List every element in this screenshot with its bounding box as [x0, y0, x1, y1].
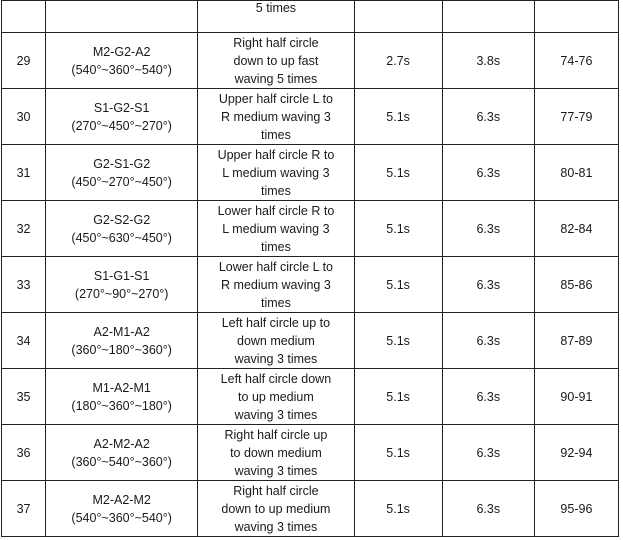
motion-angles: (360°~540°~360°): [71, 454, 172, 469]
description-line: waving 3 times: [234, 519, 318, 534]
description-line: waving 3 times: [234, 351, 318, 366]
cell-description: [198, 33, 354, 89]
time-2-value: 6.3s: [476, 165, 501, 180]
cell-time-1: [354, 481, 442, 537]
cell-description: [198, 313, 354, 369]
cell-time-2: [442, 481, 534, 537]
table-row: [2, 145, 619, 201]
frames-value: 77-79: [560, 109, 593, 124]
time-2-value: 6.3s: [476, 277, 501, 292]
cell-frames: [534, 201, 618, 257]
cell-time-2: [442, 201, 534, 257]
motion-angles: (450°~630°~450°): [71, 230, 172, 245]
cell-description: [198, 425, 354, 481]
description-line: waving 5 times: [234, 71, 318, 86]
row-number: 29: [16, 53, 31, 68]
time-1-value: 5.1s: [386, 501, 410, 516]
motion-name: M2-G2-A2: [92, 44, 151, 59]
table-row: [2, 369, 619, 425]
cell-time-1: [354, 1, 442, 33]
frames-value: 95-96: [560, 501, 593, 516]
motion-angles: (450°~270°~450°): [71, 174, 172, 189]
description-line: to down medium: [230, 445, 322, 460]
cell-frames: [534, 425, 618, 481]
table-row: [2, 425, 619, 481]
motion-angles: (180°~360°~180°): [71, 398, 172, 413]
row-number: 31: [16, 165, 31, 180]
motion-angles: (270°~450°~270°): [71, 118, 172, 133]
description-line: down to up fast: [233, 53, 319, 68]
time-1-value: 2.7s: [386, 53, 410, 68]
cell-time-2: [442, 313, 534, 369]
cell-name: [46, 145, 198, 201]
cell-frames: [534, 257, 618, 313]
cell-name: [46, 201, 198, 257]
cell-no: [2, 201, 46, 257]
description-line: Upper half circle R to: [217, 147, 335, 162]
row-number: 35: [16, 389, 31, 404]
motion-name: G2-S1-G2: [93, 156, 151, 171]
cell-name: [46, 89, 198, 145]
table-row: [2, 33, 619, 89]
cell-no: [2, 481, 46, 537]
time-2-value: 6.3s: [476, 333, 501, 348]
cell-no: [2, 89, 46, 145]
cell-description: [198, 369, 354, 425]
cell-time-2: [442, 89, 534, 145]
cell-frames: [534, 1, 618, 33]
cell-time-1: [354, 145, 442, 201]
description-line: Upper half circle L to: [218, 91, 334, 106]
cell-no: [2, 33, 46, 89]
cell-description: [198, 201, 354, 257]
motion-name: M1-A2-M1: [92, 380, 151, 395]
table-row: [2, 257, 619, 313]
cell-time-2: [442, 257, 534, 313]
time-2-value: 6.3s: [476, 221, 501, 236]
cell-description: [198, 481, 354, 537]
description-line: times: [260, 127, 291, 142]
frames-value: 80-81: [560, 165, 593, 180]
cell-time-1: [354, 425, 442, 481]
cell-time-1: [354, 89, 442, 145]
cell-time-2: [442, 145, 534, 201]
frames-value: 85-86: [560, 277, 593, 292]
cell-frames: [534, 313, 618, 369]
description-line: Lower half circle R to: [217, 203, 335, 218]
cell-frames: [534, 33, 618, 89]
cell-name: [46, 425, 198, 481]
description-line: down to up medium: [221, 501, 331, 516]
time-2-value: 3.8s: [476, 53, 501, 68]
cell-time-1: [354, 369, 442, 425]
cell-time-1: [354, 201, 442, 257]
cell-description: [198, 145, 354, 201]
description-line: Right half circle: [233, 35, 319, 50]
motion-name: M2-A2-M2: [92, 492, 151, 507]
motion-name: S1-G2-S1: [93, 100, 150, 115]
cell-time-1: [354, 33, 442, 89]
cell-frames: [534, 481, 618, 537]
description-line: times: [260, 295, 291, 310]
cell-time-2: [442, 425, 534, 481]
time-2-value: 6.3s: [476, 389, 501, 404]
row-number: 37: [16, 501, 31, 516]
description-line: Left half circle up to: [221, 315, 331, 330]
motion-name: S1-G1-S1: [93, 268, 150, 283]
cell-frames: [534, 369, 618, 425]
row-number: 32: [16, 221, 31, 236]
motion-angles: (540°~360°~540°): [71, 62, 172, 77]
description-line: L medium waving 3: [222, 221, 330, 236]
cell-description: [198, 1, 354, 33]
row-number: 33: [16, 277, 31, 292]
motion-angles: (540°~360°~540°): [71, 510, 172, 525]
description-line: times: [260, 183, 291, 198]
cell-no: [2, 145, 46, 201]
table-row: [2, 481, 619, 537]
time-1-value: 5.1s: [386, 165, 410, 180]
description-line: times: [260, 239, 291, 254]
cell-name: [46, 369, 198, 425]
time-1-value: 5.1s: [386, 221, 410, 236]
cell-name: [46, 1, 198, 33]
description-line: Right half circle up: [224, 427, 328, 442]
cell-no: [2, 313, 46, 369]
cell-time-1: [354, 257, 442, 313]
motion-table: [1, 0, 619, 537]
row-number: 30: [16, 109, 31, 124]
cell-time-2: [442, 1, 534, 33]
frames-value: 92-94: [560, 445, 593, 460]
description-line: R medium waving 3: [221, 109, 331, 124]
cell-name: [46, 257, 198, 313]
cell-name: [46, 313, 198, 369]
cell-no: [2, 257, 46, 313]
time-2-value: 6.3s: [476, 109, 501, 124]
frames-value: 82-84: [560, 221, 593, 236]
description-line: waving 3 times: [234, 407, 318, 422]
cell-no: [2, 1, 46, 33]
description-line: L medium waving 3: [222, 165, 330, 180]
table-row: [2, 1, 619, 33]
time-2-value: 6.3s: [476, 501, 501, 516]
cell-name: [46, 481, 198, 537]
table-row: [2, 313, 619, 369]
frames-value: 87-89: [560, 333, 593, 348]
frames-value: 90-91: [560, 389, 593, 404]
cell-no: [2, 369, 46, 425]
time-1-value: 5.1s: [386, 389, 410, 404]
description-line: to up medium: [238, 389, 314, 404]
description-line: down medium: [237, 333, 315, 348]
time-2-value: 6.3s: [476, 445, 501, 460]
cell-time-2: [442, 369, 534, 425]
frames-value: 74-76: [560, 53, 593, 68]
cell-description: [198, 257, 354, 313]
cell-no: [2, 425, 46, 481]
time-1-value: 5.1s: [386, 333, 410, 348]
cell-description: [198, 89, 354, 145]
description-line: Left half circle down: [220, 371, 332, 386]
motion-angles: (360°~180°~360°): [71, 342, 172, 357]
description-line: waving 3 times: [234, 463, 318, 478]
description-line: Right half circle: [233, 483, 319, 498]
cell-time-2: [442, 33, 534, 89]
cell-frames: [534, 89, 618, 145]
cell-frames: [534, 145, 618, 201]
time-1-value: 5.1s: [386, 277, 410, 292]
motion-angles: (270°~90°~270°): [74, 286, 169, 301]
motion-name: A2-M2-A2: [93, 436, 150, 451]
description-line: Lower half circle L to: [218, 259, 334, 274]
description-line: R medium waving 3: [221, 277, 331, 292]
time-1-value: 5.1s: [386, 109, 410, 124]
row-number: 34: [16, 333, 31, 348]
description-text: 5 times: [255, 1, 297, 15]
time-1-value: 5.1s: [386, 445, 410, 460]
row-number: 36: [16, 445, 31, 460]
cell-time-1: [354, 313, 442, 369]
table-row: [2, 89, 619, 145]
table-row: [2, 201, 619, 257]
motion-name: A2-M1-A2: [93, 324, 150, 339]
cell-name: [46, 33, 198, 89]
motion-name: G2-S2-G2: [93, 212, 151, 227]
